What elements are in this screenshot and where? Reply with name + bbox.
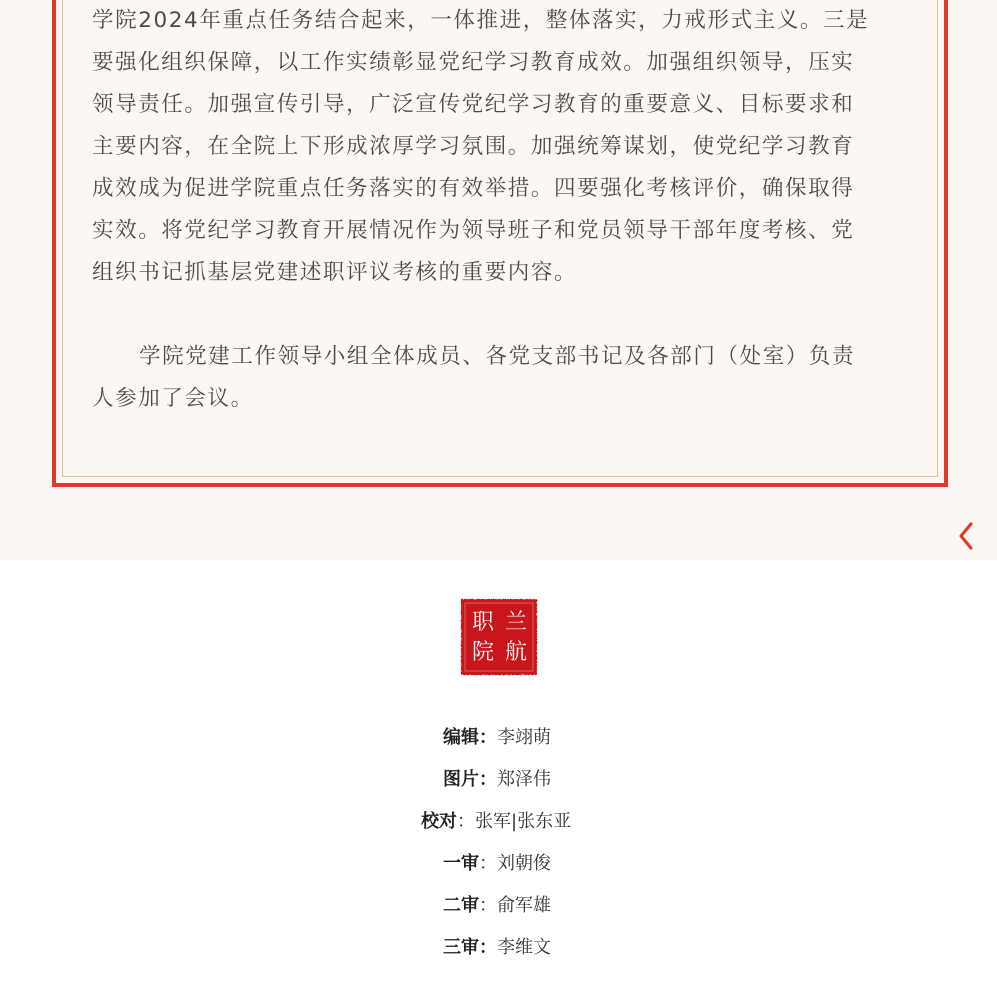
credit-value: 刘朝俊 bbox=[497, 853, 551, 874]
article-line: 领导责任。加强宣传引导，广泛宣传党纪学习教育的重要意义、目标要求和 bbox=[92, 92, 855, 117]
article-line: 学院2024年重点任务结合起来，一体推进，整体落实，力戒形式主义。三是 bbox=[92, 8, 870, 33]
credit-value: 俞军雄 bbox=[497, 895, 551, 916]
credit-separator: ： bbox=[479, 727, 497, 748]
seal-char: 职 bbox=[471, 610, 495, 635]
paragraph-gap bbox=[92, 294, 905, 336]
credit-value: 郑泽伟 bbox=[497, 769, 551, 790]
credit-label: 校对 bbox=[421, 811, 457, 832]
credit-separator: ： bbox=[479, 937, 497, 958]
credit-row-photo bbox=[443, 760, 551, 800]
article-line: 主要内容，在全院上下形成浓厚学习氛围。加强统筹谋划，使党纪学习教育 bbox=[92, 134, 855, 159]
chevron-left-icon bbox=[955, 520, 979, 552]
seal-char: 航 bbox=[504, 640, 528, 665]
credit-label: 编辑 bbox=[443, 727, 479, 748]
credit-value: 张军|张东亚 bbox=[475, 811, 572, 832]
article-line: 要强化组织保障，以工作实绩彰显党纪学习教育成效。加强组织领导，压实 bbox=[92, 50, 855, 75]
article-line: 成效成为促进学院重点任务落实的有效举措。四要强化考核评价，确保取得 bbox=[92, 176, 855, 201]
credit-separator: ： bbox=[479, 769, 497, 790]
credit-row-first-review bbox=[443, 844, 551, 884]
credit-row-third-review bbox=[443, 928, 551, 968]
credit-label: 图片 bbox=[443, 769, 479, 790]
closing-line: 人参加了会议。 bbox=[92, 386, 254, 411]
credit-separator: ： bbox=[479, 895, 497, 916]
article-body bbox=[92, 0, 905, 420]
seal-char: 院 bbox=[471, 640, 495, 665]
seal-char: 兰 bbox=[504, 610, 528, 635]
credit-row-second-review bbox=[443, 886, 551, 926]
credit-row-editor bbox=[443, 718, 551, 758]
credit-value: 李翊萌 bbox=[497, 727, 551, 748]
credit-separator: ： bbox=[479, 853, 497, 874]
prev-page-button[interactable] bbox=[955, 520, 979, 552]
credit-separator: ： bbox=[457, 811, 475, 832]
college-seal-logo bbox=[459, 596, 539, 678]
closing-line: 学院党建工作领导小组全体成员、各党支部书记及各部门（处室）负责 bbox=[139, 344, 856, 369]
credit-label: 一审 bbox=[443, 853, 479, 874]
credit-value: 李维文 bbox=[497, 937, 551, 958]
credit-row-proofread bbox=[421, 802, 571, 842]
article-line: 实效。将党纪学习教育开展情况作为领导班子和党员领导干部年度考核、党 bbox=[92, 218, 855, 243]
credit-label: 二审 bbox=[443, 895, 479, 916]
credit-label: 三审 bbox=[443, 937, 479, 958]
article-line: 组织书记抓基层党建述职评议考核的重要内容。 bbox=[92, 260, 578, 285]
